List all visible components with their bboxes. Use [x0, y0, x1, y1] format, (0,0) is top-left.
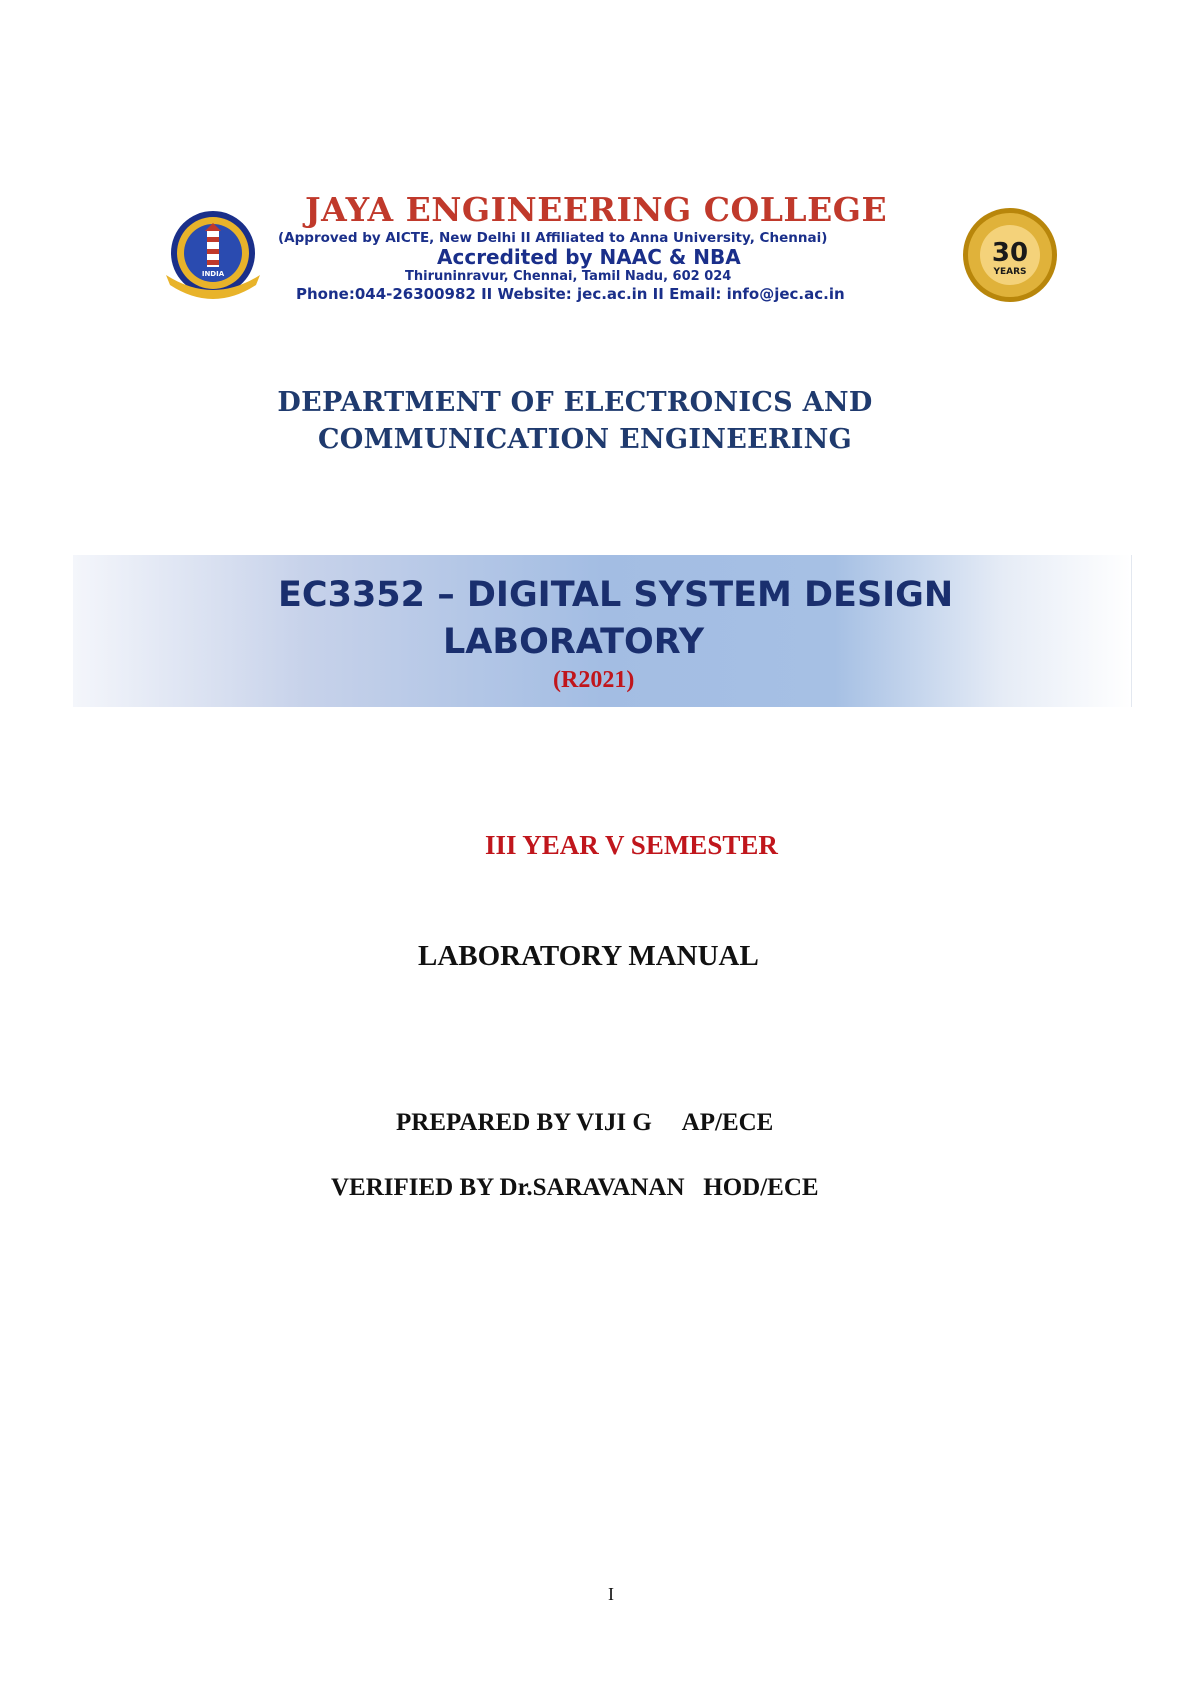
- prepared-by-line: PREPARED BY VIJI G AP/ECE: [396, 1109, 774, 1136]
- svg-text:INDIA: INDIA: [201, 270, 225, 278]
- page-number: I: [608, 1584, 614, 1604]
- verified-by-line: VERIFIED BY Dr.SARAVANAN HOD/ECE: [331, 1174, 819, 1201]
- thirty-years-seal: [950, 205, 1070, 305]
- course-title-line-2: LABORATORY: [443, 622, 705, 662]
- document-type-title: LABORATORY MANUAL: [418, 940, 759, 972]
- trust-emblem-logo: [158, 205, 268, 305]
- department-line-2: COMMUNICATION ENGINEERING: [317, 424, 852, 455]
- contact-line: Phone:044-26300982 II Website: jec.ac.in II Email: info@jec.ac.in: [296, 285, 845, 303]
- regulation-label: (R2021): [553, 667, 635, 693]
- college-name: JAYA ENGINEERING COLLEGE: [305, 190, 888, 229]
- address-line: Thiruninravur, Chennai, Tamil Nadu, 602 024: [405, 269, 732, 284]
- accreditation-line: Accredited by NAAC & NBA: [437, 245, 741, 269]
- semester-label: III YEAR V SEMESTER: [485, 830, 778, 860]
- svg-text:YEARS: YEARS: [993, 267, 1027, 277]
- course-banner: [73, 555, 1132, 707]
- svg-text:30: 30: [991, 238, 1029, 268]
- course-title-line-1: EC3352 – DIGITAL SYSTEM DESIGN: [278, 575, 954, 615]
- approval-line: (Approved by AICTE, New Delhi II Affiliated to Anna University, Chennai): [278, 230, 828, 246]
- department-line-1: DEPARTMENT OF ELECTRONICS AND: [277, 387, 873, 418]
